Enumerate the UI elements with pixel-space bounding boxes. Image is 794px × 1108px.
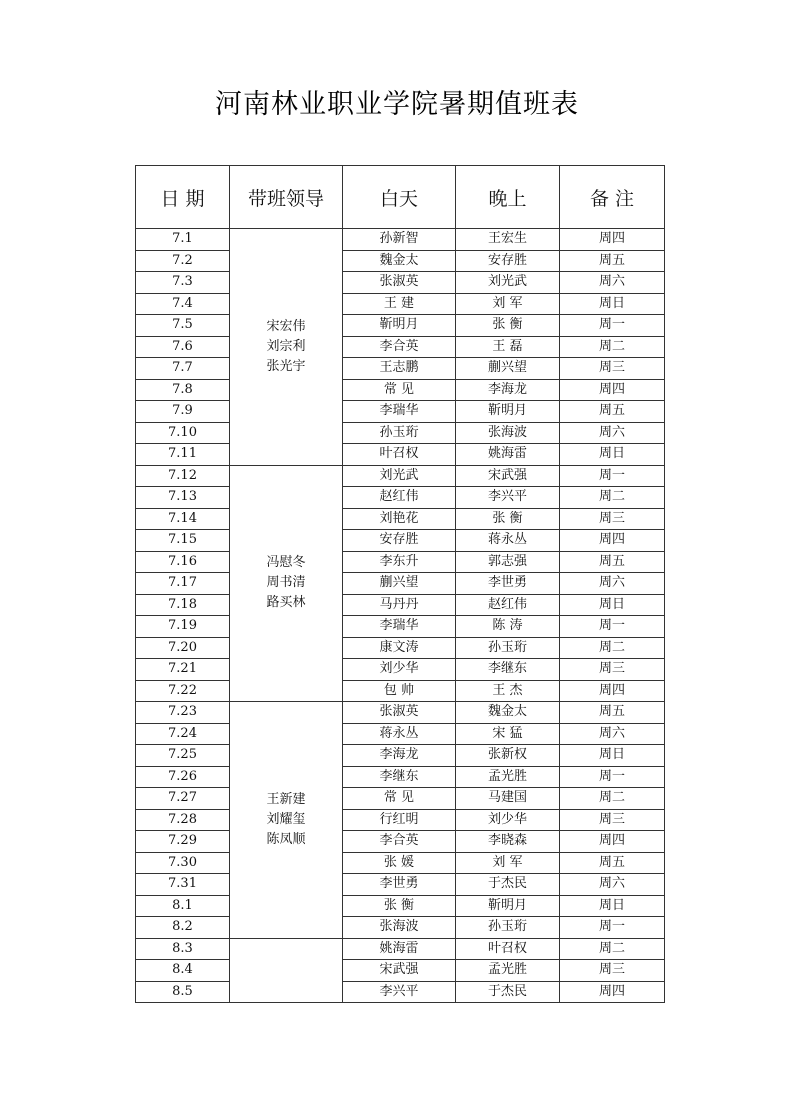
evening-duty-cell: 马建国 bbox=[456, 788, 560, 810]
date-cell: 7.26 bbox=[136, 766, 230, 788]
remark-cell: 周三 bbox=[560, 809, 665, 831]
daytime-duty-cell: 马丹丹 bbox=[343, 594, 456, 616]
evening-duty-cell: 宋武强 bbox=[456, 465, 560, 487]
remark-cell: 周一 bbox=[560, 465, 665, 487]
date-cell: 8.1 bbox=[136, 895, 230, 917]
evening-duty-cell: 李继东 bbox=[456, 659, 560, 681]
evening-duty-cell: 孟光胜 bbox=[456, 960, 560, 982]
remark-cell: 周二 bbox=[560, 637, 665, 659]
table-row bbox=[136, 659, 665, 681]
date-cell: 7.11 bbox=[136, 444, 230, 466]
evening-duty-cell: 叶召权 bbox=[456, 938, 560, 960]
date-cell: 7.17 bbox=[136, 573, 230, 595]
date-cell: 7.6 bbox=[136, 336, 230, 358]
table-row bbox=[136, 981, 665, 1003]
daytime-duty-cell: 李瑞华 bbox=[343, 401, 456, 423]
table-row bbox=[136, 422, 665, 444]
daytime-duty-cell: 张海波 bbox=[343, 917, 456, 939]
remark-cell: 周日 bbox=[560, 293, 665, 315]
daytime-duty-cell: 李兴平 bbox=[343, 981, 456, 1003]
daytime-duty-cell: 张 媛 bbox=[343, 852, 456, 874]
daytime-duty-cell: 孙玉珩 bbox=[343, 422, 456, 444]
table-row bbox=[136, 809, 665, 831]
header-leaders: 带班领导 bbox=[230, 166, 343, 229]
table-row bbox=[136, 358, 665, 380]
daytime-duty-cell: 李合英 bbox=[343, 831, 456, 853]
evening-duty-cell: 张 衡 bbox=[456, 508, 560, 530]
date-cell: 7.14 bbox=[136, 508, 230, 530]
remark-cell: 周六 bbox=[560, 422, 665, 444]
evening-duty-cell: 姚海雷 bbox=[456, 444, 560, 466]
remark-cell: 周五 bbox=[560, 551, 665, 573]
remark-cell: 周六 bbox=[560, 723, 665, 745]
date-cell: 7.15 bbox=[136, 530, 230, 552]
leader-name: 张光宇 bbox=[266, 358, 306, 374]
evening-duty-cell: 安存胜 bbox=[456, 250, 560, 272]
daytime-duty-cell: 宋武强 bbox=[343, 960, 456, 982]
leader-name: 周书清 bbox=[266, 575, 306, 591]
leader-name: 刘耀玺 bbox=[266, 811, 306, 827]
remark-cell: 周三 bbox=[560, 960, 665, 982]
table-row bbox=[136, 229, 665, 251]
table-row bbox=[136, 637, 665, 659]
table-row bbox=[136, 293, 665, 315]
date-cell: 7.13 bbox=[136, 487, 230, 509]
daytime-duty-cell: 李瑞华 bbox=[343, 616, 456, 638]
remark-cell: 周日 bbox=[560, 594, 665, 616]
remark-cell: 周四 bbox=[560, 379, 665, 401]
remark-cell: 周一 bbox=[560, 315, 665, 337]
remark-cell: 周四 bbox=[560, 229, 665, 251]
evening-duty-cell: 王宏生 bbox=[456, 229, 560, 251]
remark-cell: 周六 bbox=[560, 573, 665, 595]
daytime-duty-cell: 蒯兴望 bbox=[343, 573, 456, 595]
table-row bbox=[136, 573, 665, 595]
daytime-duty-cell: 常 见 bbox=[343, 788, 456, 810]
table-row bbox=[136, 401, 665, 423]
date-cell: 7.21 bbox=[136, 659, 230, 681]
header-evening: 晚上 bbox=[456, 166, 560, 229]
remark-cell: 周五 bbox=[560, 250, 665, 272]
table-row bbox=[136, 680, 665, 702]
table-row bbox=[136, 960, 665, 982]
date-cell: 7.12 bbox=[136, 465, 230, 487]
daytime-duty-cell: 刘艳花 bbox=[343, 508, 456, 530]
table-row bbox=[136, 444, 665, 466]
evening-duty-cell: 魏金太 bbox=[456, 702, 560, 724]
evening-duty-cell: 宋 猛 bbox=[456, 723, 560, 745]
evening-duty-cell: 郭志强 bbox=[456, 551, 560, 573]
table-row bbox=[136, 508, 665, 530]
evening-duty-cell: 于杰民 bbox=[456, 874, 560, 896]
remark-cell: 周日 bbox=[560, 444, 665, 466]
header-date: 日 期 bbox=[136, 166, 230, 229]
date-cell: 7.1 bbox=[136, 229, 230, 251]
remark-cell: 周三 bbox=[560, 659, 665, 681]
evening-duty-cell: 李兴平 bbox=[456, 487, 560, 509]
leader-name: 宋宏伟 bbox=[266, 318, 306, 334]
evening-duty-cell: 孟光胜 bbox=[456, 766, 560, 788]
table-row bbox=[136, 852, 665, 874]
daytime-duty-cell: 靳明月 bbox=[343, 315, 456, 337]
daytime-duty-cell: 王志鹏 bbox=[343, 358, 456, 380]
date-cell: 7.30 bbox=[136, 852, 230, 874]
evening-duty-cell: 赵红伟 bbox=[456, 594, 560, 616]
table-row bbox=[136, 465, 665, 487]
date-cell: 7.23 bbox=[136, 702, 230, 724]
remark-cell: 周三 bbox=[560, 358, 665, 380]
daytime-duty-cell: 张 衡 bbox=[343, 895, 456, 917]
remark-cell: 周六 bbox=[560, 272, 665, 294]
table-row bbox=[136, 723, 665, 745]
daytime-duty-cell: 赵红伟 bbox=[343, 487, 456, 509]
daytime-duty-cell: 行红明 bbox=[343, 809, 456, 831]
date-cell: 7.2 bbox=[136, 250, 230, 272]
date-cell: 7.29 bbox=[136, 831, 230, 853]
table-row bbox=[136, 272, 665, 294]
header-remarks: 备 注 bbox=[560, 166, 665, 229]
daytime-duty-cell: 李海龙 bbox=[343, 745, 456, 767]
date-cell: 7.9 bbox=[136, 401, 230, 423]
daytime-duty-cell: 魏金太 bbox=[343, 250, 456, 272]
evening-duty-cell: 王 磊 bbox=[456, 336, 560, 358]
leader-name: 冯慰冬 bbox=[266, 555, 306, 571]
date-cell: 8.3 bbox=[136, 938, 230, 960]
table-row bbox=[136, 530, 665, 552]
leader-name: 路买林 bbox=[266, 595, 306, 611]
date-cell: 7.24 bbox=[136, 723, 230, 745]
table-row bbox=[136, 594, 665, 616]
date-cell: 7.18 bbox=[136, 594, 230, 616]
daytime-duty-cell: 康文涛 bbox=[343, 637, 456, 659]
evening-duty-cell: 张海波 bbox=[456, 422, 560, 444]
date-cell: 8.5 bbox=[136, 981, 230, 1003]
date-cell: 7.27 bbox=[136, 788, 230, 810]
table-row bbox=[136, 336, 665, 358]
date-cell: 8.4 bbox=[136, 960, 230, 982]
date-cell: 7.8 bbox=[136, 379, 230, 401]
remark-cell: 周五 bbox=[560, 852, 665, 874]
evening-duty-cell: 李世勇 bbox=[456, 573, 560, 595]
remark-cell: 周一 bbox=[560, 917, 665, 939]
remark-cell: 周二 bbox=[560, 487, 665, 509]
remark-cell: 周五 bbox=[560, 702, 665, 724]
date-cell: 7.3 bbox=[136, 272, 230, 294]
daytime-duty-cell: 姚海雷 bbox=[343, 938, 456, 960]
date-cell: 7.20 bbox=[136, 637, 230, 659]
table-row bbox=[136, 315, 665, 337]
leader-name: 王新建 bbox=[266, 791, 306, 807]
daytime-duty-cell: 刘少华 bbox=[343, 659, 456, 681]
daytime-duty-cell: 刘光武 bbox=[343, 465, 456, 487]
remark-cell: 周一 bbox=[560, 616, 665, 638]
remark-cell: 周三 bbox=[560, 508, 665, 530]
table-row bbox=[136, 788, 665, 810]
remark-cell: 周六 bbox=[560, 874, 665, 896]
daytime-duty-cell: 张淑英 bbox=[343, 702, 456, 724]
daytime-duty-cell: 包 帅 bbox=[343, 680, 456, 702]
remark-cell: 周四 bbox=[560, 680, 665, 702]
table-row bbox=[136, 895, 665, 917]
table-row bbox=[136, 766, 665, 788]
evening-duty-cell: 陈 涛 bbox=[456, 616, 560, 638]
evening-duty-cell: 刘光武 bbox=[456, 272, 560, 294]
table-row bbox=[136, 379, 665, 401]
leaders-cell bbox=[230, 938, 343, 1003]
daytime-duty-cell: 孙新智 bbox=[343, 229, 456, 251]
remark-cell: 周四 bbox=[560, 831, 665, 853]
date-cell: 7.25 bbox=[136, 745, 230, 767]
evening-duty-cell: 靳明月 bbox=[456, 895, 560, 917]
table-row bbox=[136, 938, 665, 960]
daytime-duty-cell: 李世勇 bbox=[343, 874, 456, 896]
daytime-duty-cell: 常 见 bbox=[343, 379, 456, 401]
date-cell: 7.7 bbox=[136, 358, 230, 380]
table-row bbox=[136, 250, 665, 272]
remark-cell: 周二 bbox=[560, 938, 665, 960]
remark-cell: 周五 bbox=[560, 401, 665, 423]
table-row bbox=[136, 874, 665, 896]
daytime-duty-cell: 蒋永丛 bbox=[343, 723, 456, 745]
remark-cell: 周二 bbox=[560, 788, 665, 810]
remark-cell: 周四 bbox=[560, 981, 665, 1003]
remark-cell: 周一 bbox=[560, 766, 665, 788]
evening-duty-cell: 孙玉珩 bbox=[456, 637, 560, 659]
evening-duty-cell: 李海龙 bbox=[456, 379, 560, 401]
table-row bbox=[136, 831, 665, 853]
remark-cell: 周二 bbox=[560, 336, 665, 358]
date-cell: 8.2 bbox=[136, 917, 230, 939]
date-cell: 7.10 bbox=[136, 422, 230, 444]
table-header-row bbox=[136, 166, 665, 229]
daytime-duty-cell: 王 建 bbox=[343, 293, 456, 315]
evening-duty-cell: 孙玉珩 bbox=[456, 917, 560, 939]
leader-name: 陈凤顺 bbox=[266, 831, 306, 847]
date-cell: 7.31 bbox=[136, 874, 230, 896]
evening-duty-cell: 靳明月 bbox=[456, 401, 560, 423]
evening-duty-cell: 蒋永丛 bbox=[456, 530, 560, 552]
evening-duty-cell: 蒯兴望 bbox=[456, 358, 560, 380]
evening-duty-cell: 刘 军 bbox=[456, 852, 560, 874]
remark-cell: 周日 bbox=[560, 745, 665, 767]
evening-duty-cell: 刘少华 bbox=[456, 809, 560, 831]
daytime-duty-cell: 李合英 bbox=[343, 336, 456, 358]
leaders-cell bbox=[230, 465, 343, 702]
table-row bbox=[136, 616, 665, 638]
evening-duty-cell: 张 衡 bbox=[456, 315, 560, 337]
date-cell: 7.19 bbox=[136, 616, 230, 638]
page-title: 河南林业职业学院暑期值班表 bbox=[215, 89, 579, 120]
evening-duty-cell: 张新权 bbox=[456, 745, 560, 767]
evening-duty-cell: 刘 军 bbox=[456, 293, 560, 315]
daytime-duty-cell: 安存胜 bbox=[343, 530, 456, 552]
table-body bbox=[136, 229, 665, 1003]
table-row bbox=[136, 745, 665, 767]
date-cell: 7.5 bbox=[136, 315, 230, 337]
daytime-duty-cell: 李东升 bbox=[343, 551, 456, 573]
table-row bbox=[136, 487, 665, 509]
date-cell: 7.28 bbox=[136, 809, 230, 831]
remark-cell: 周日 bbox=[560, 895, 665, 917]
header-daytime: 白天 bbox=[343, 166, 456, 229]
daytime-duty-cell: 张淑英 bbox=[343, 272, 456, 294]
duty-schedule-table bbox=[135, 165, 665, 1003]
date-cell: 7.16 bbox=[136, 551, 230, 573]
remark-cell: 周四 bbox=[560, 530, 665, 552]
evening-duty-cell: 于杰民 bbox=[456, 981, 560, 1003]
daytime-duty-cell: 李继东 bbox=[343, 766, 456, 788]
evening-duty-cell: 王 杰 bbox=[456, 680, 560, 702]
table-row bbox=[136, 551, 665, 573]
leader-name: 刘宗利 bbox=[266, 338, 306, 354]
leaders-cell bbox=[230, 229, 343, 466]
table-row bbox=[136, 917, 665, 939]
daytime-duty-cell: 叶召权 bbox=[343, 444, 456, 466]
date-cell: 7.4 bbox=[136, 293, 230, 315]
evening-duty-cell: 李晓森 bbox=[456, 831, 560, 853]
table-row bbox=[136, 702, 665, 724]
leaders-cell bbox=[230, 702, 343, 939]
date-cell: 7.22 bbox=[136, 680, 230, 702]
